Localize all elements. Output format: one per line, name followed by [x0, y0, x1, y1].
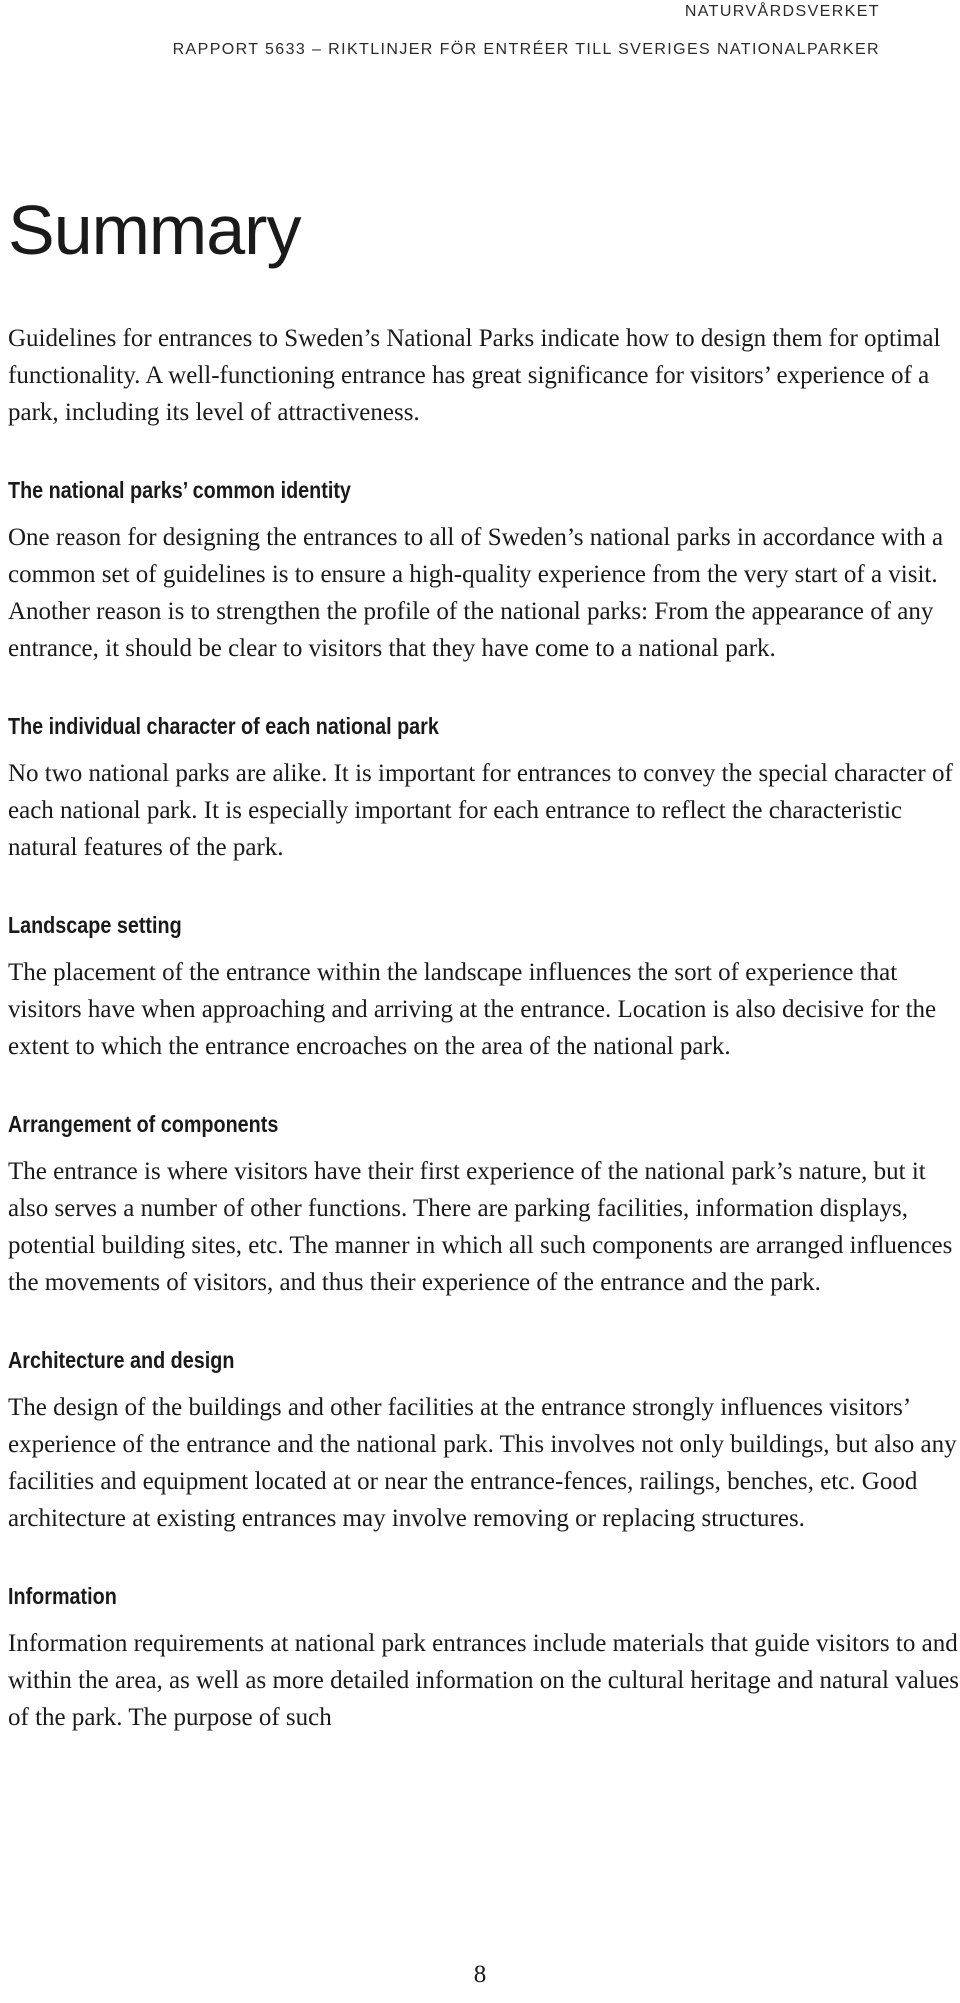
section-paragraph: One reason for designing the entrances to all of Sweden’s national parks in accordance with a common set of guidelines is to ensure a high-quality experience from the very start of a visit. Another reason is to strengthen the profile of the national parks: From the appearance of any entrance, it should be clear to visitors that they have come to a national park. — [8, 524, 944, 662]
running-header — [173, 0, 880, 61]
page-content — [8, 190, 960, 1780]
page-title: Summary — [8, 191, 301, 269]
section-paragraph: The entrance is where visitors have their first experience of the national park’s nature, but it also serves a number of other functions. There are parking facilities, information displays, potential building sites, etc. The manner in which all such components are arranged influences the movements of visitors, and thus their experience of the entrance and the park. — [8, 1158, 953, 1296]
section-architecture-and-design — [8, 1345, 960, 1537]
section-heading: Arrangement of components — [8, 1111, 279, 1137]
section-heading: Landscape setting — [8, 912, 182, 938]
section-heading: The national parks’ common identity — [8, 477, 351, 503]
section-heading: The individual character of each national park — [8, 713, 439, 739]
section-paragraph: The placement of the entrance within the landscape influences the sort of experience that visitors have when approaching and arriving at the entrance. Location is also decisive for the extent to which the entrance encroaches on the area of the national park. — [8, 959, 937, 1060]
section-heading: Architecture and design — [8, 1347, 235, 1373]
header-report-title: RAPPORT 5633 – RIKTLINJER FÖR ENTRÉER TILL SVERIGES NATIONALPARKER — [172, 41, 880, 58]
section-individual-character — [8, 711, 960, 866]
section-heading: Information — [8, 1583, 117, 1609]
page-number: 8 — [473, 1961, 487, 1988]
section-landscape-setting — [8, 910, 960, 1065]
section-paragraph: Information requirements at national park entrances include materials that guide visitors to and within the area, as well as more detailed information on the cultural heritage and natural values of the park. The purpose of such — [8, 1630, 960, 1731]
section-paragraph: The design of the buildings and other facilities at the entrance strongly influences visitors’ experience of the entrance and the national park. This involves not only buildings, but also any facilities and equipment located at or near the entrance-fences, railings, benches, etc. Good architecture at existing entrances may involve removing or replacing structures. — [8, 1394, 957, 1532]
section-common-identity — [8, 475, 960, 667]
section-arrangement-of-components — [8, 1109, 960, 1301]
section-paragraph: No two national parks are alike. It is important for entrances to convey the special character of each national park. It is especially important for each entrance to reflect the characteristic natural features of the park. — [8, 760, 953, 861]
intro-paragraph: Guidelines for entrances to Sweden’s National Parks indicate how to design them for optimal functionality. A well-functioning entrance has great significance for visitors’ experience of a park, including its level of attractiveness. — [8, 325, 941, 426]
section-information — [8, 1581, 960, 1736]
header-organization: NATURVÅRDSVERKET — [684, 3, 880, 20]
